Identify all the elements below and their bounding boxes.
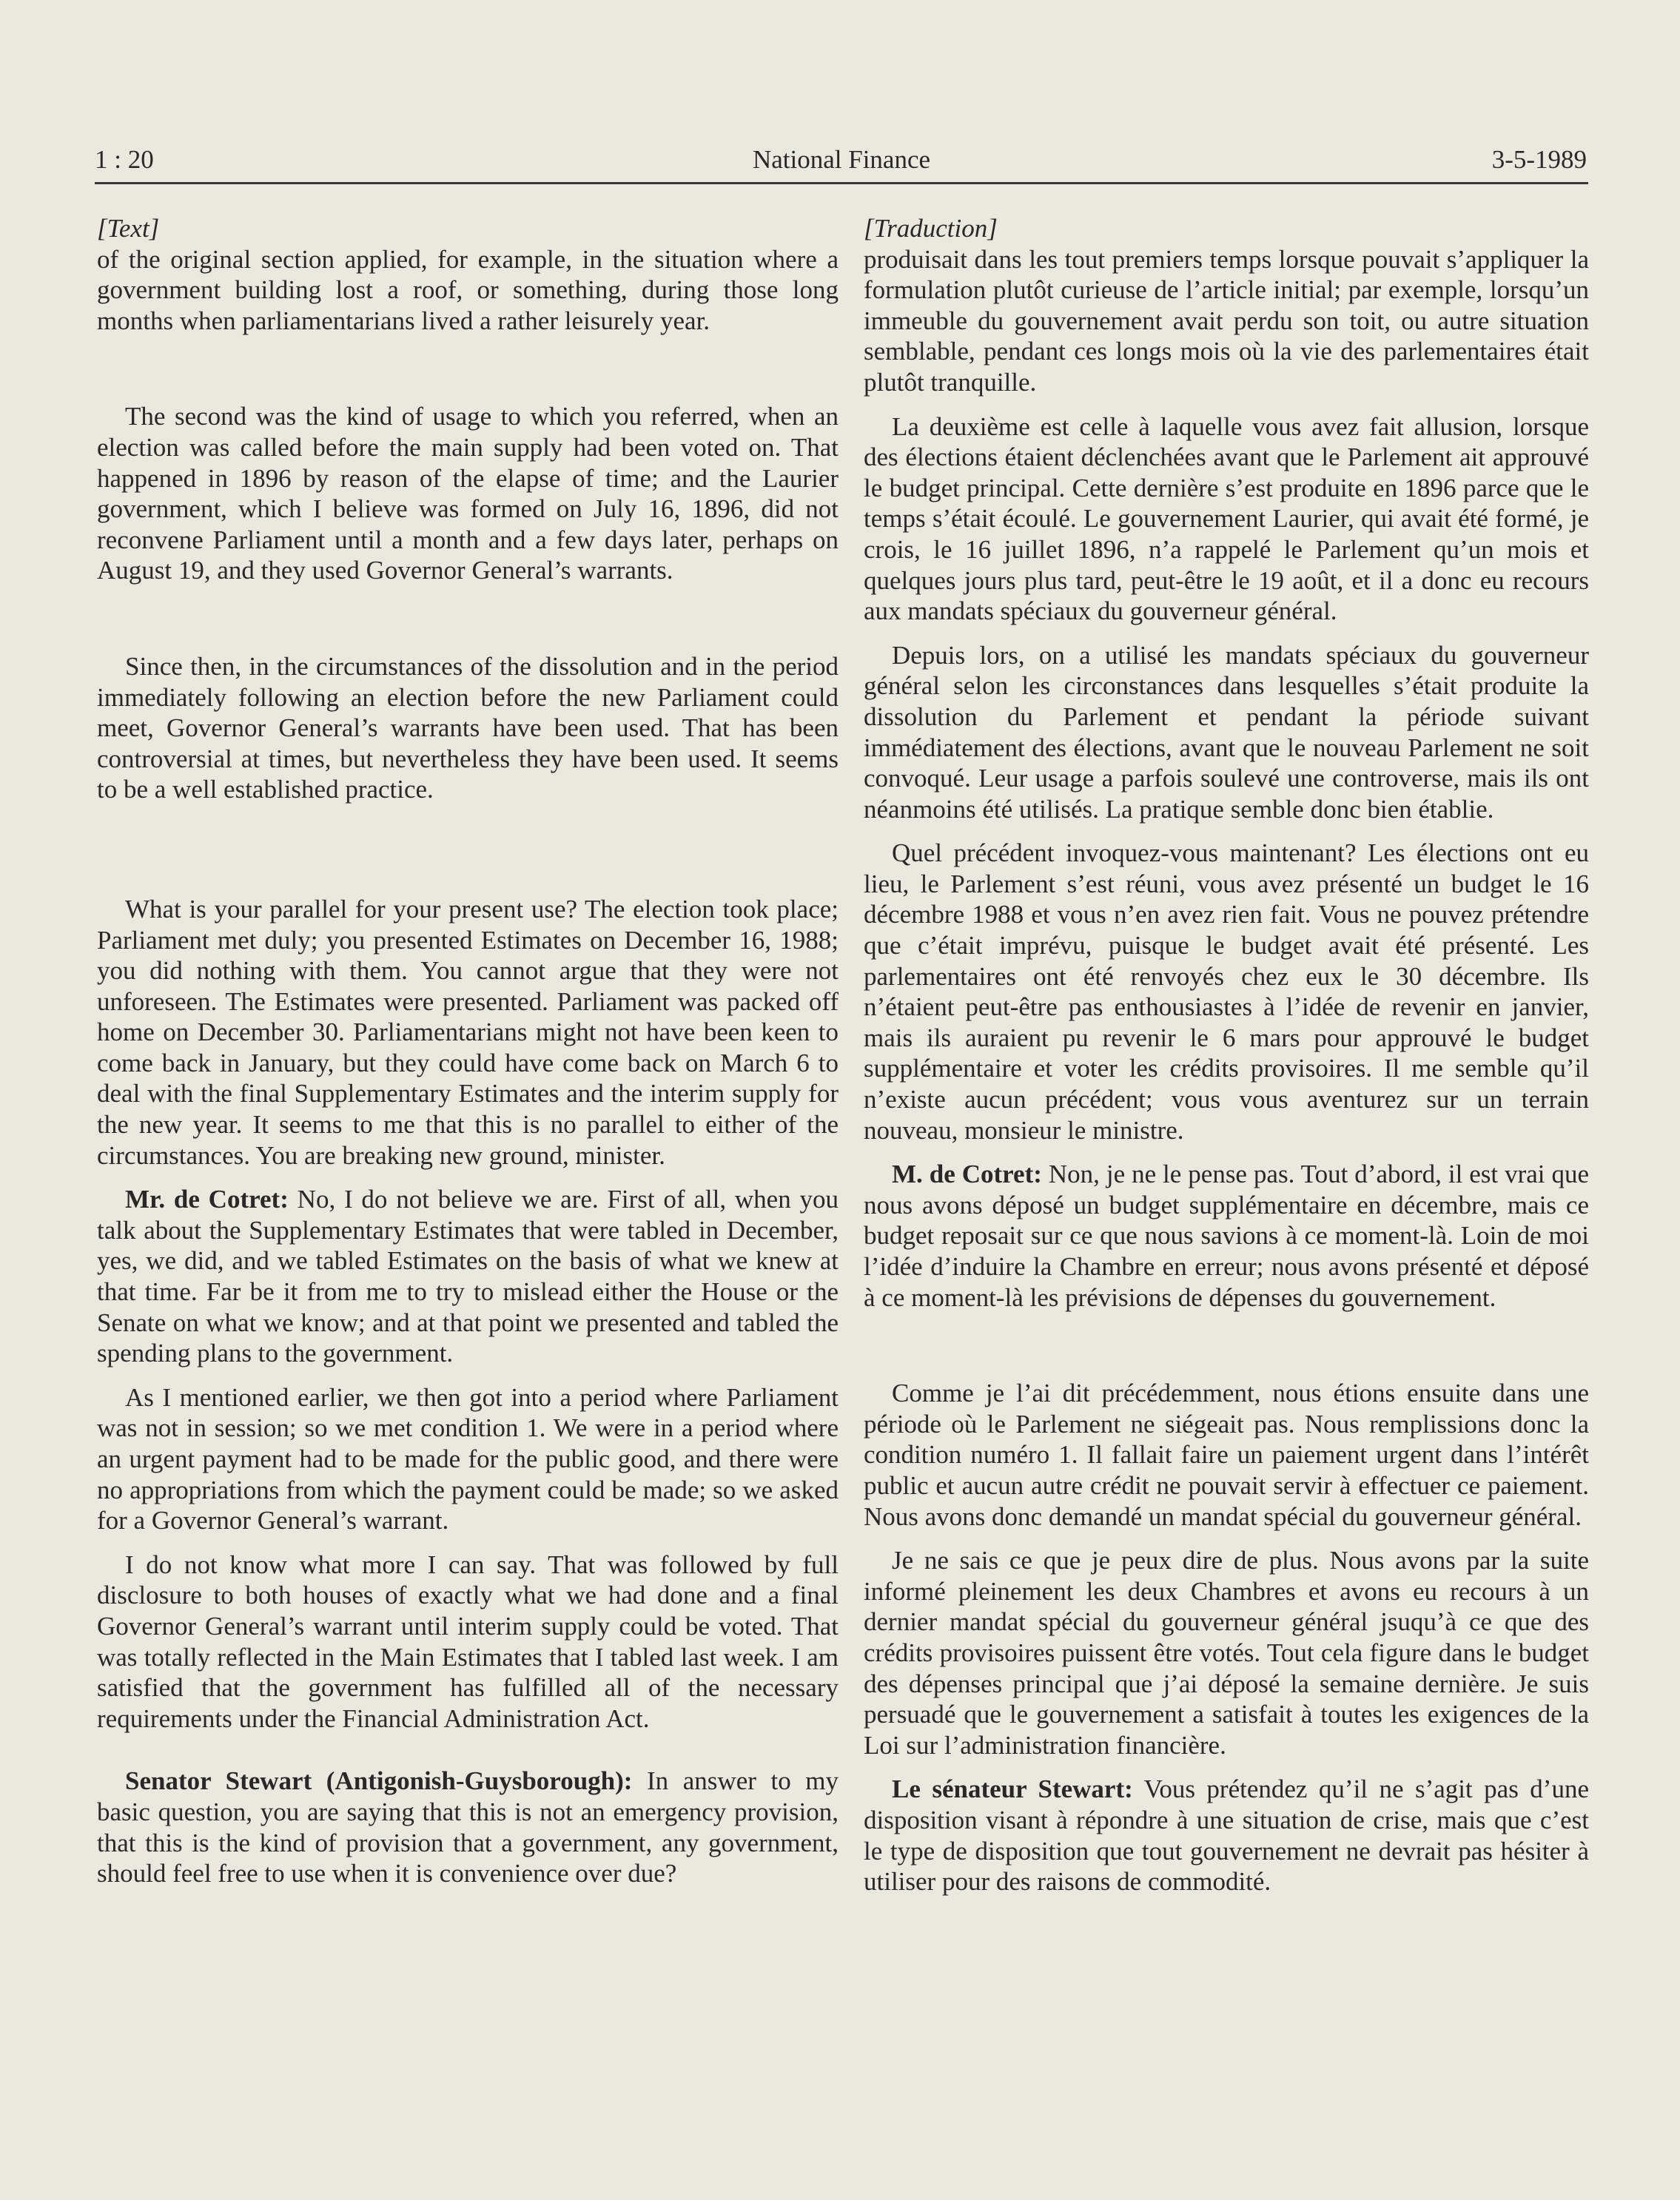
paragraph: What is your parallel for your present use? The election took place; Parliament met duly; you presented Estimates on December 16, 1988; you did nothing with them. You cannot argue that they were not unforeseen. The Estimates were presented. Parliament was packed off home on December 30. Parliamentarians might not have been keen to come back in January, but they could have come back on March 6 to deal with the final Supplementary Estimates and the interim supply for the new year. It seems to me that this is no parallel to either of the circumstances. You are breaking new ground, minister. (97, 894, 839, 1170)
french-column (864, 213, 1589, 1897)
speaker-name: Senator Stewart (Antigonish-Guysborough): (125, 1766, 633, 1796)
paragraph: of the original section applied, for example, in the situation where a government building lost a roof, or something, during those long months when parliamentarians lived a rather leisurely year. (97, 244, 839, 335)
speech-text: Non, je ne le pense pas. Tout d’abord, il est vrai que nous avons déposé un budget supplémentaire en décembre, mais ce budget reposait sur ce que nous savions à ce moment-là. Loin de moi l’idée d’induire la Chambre en erreur; nous avons présenté et déposé à ce moment-là les prévisions de dépenses du gouvernement. (864, 1160, 1590, 1312)
paragraph: Depuis lors, on a utilisé les mandats spéciaux du gouverneur général selon les circonstances dans lesquelles s’était produite la dissolution du Parlement et pendant la période suivant immédiatement des élections, avant que le nouveau Parlement ne soit convoqué. Leur usage a parfois soulevé une controverse, mais ils ont néanmoins été utilisés. La pratique semble donc bien établie. (864, 640, 1589, 824)
paragraph-stewart (864, 1774, 1589, 1897)
speaker-name: Le sénateur Stewart: (892, 1775, 1133, 1804)
speech-text: Vous prétendez qu’il ne s’agit pas d’une disposition visant à répondre à une situation de crise, mais que c’est le type de disposition que tout gouvernement ne devrait pas hésiter à utiliser pour des raisons de commodité. (864, 1775, 1589, 1897)
page-number: 1 : 20 (95, 145, 154, 174)
speaker-name: Mr. de Cotret: (125, 1185, 289, 1214)
meeting-date: 3-5-1989 (1491, 145, 1587, 174)
english-column (97, 213, 839, 1889)
column-label: [Traduction] (864, 214, 998, 243)
paragraph: I do not know what more I can say. That was followed by full disclosure to both houses of exactly what we had done and a final Governor General’s warrant until interim supply could be voted. That was totally reflected in the Main Estimates that I tabled last week. I am satisfied that the government has fulfilled all of the necessary requirements under the Financial Administration Act. (97, 1550, 839, 1733)
paragraph: produisait dans les tout premiers temps lorsque pouvait s’appliquer la formulation plutôt curieuse de l’article initial; par exemple, lorsqu’un immeuble du gouvernement avait perdu son toit, ou autre situation semblable, pendant ces longs mois où la vie des parlementaires était plutôt tranquille. (864, 244, 1589, 397)
paragraph: Since then, in the circumstances of the dissolution and in the period immediately following an election before the new Parliament could meet, Governor General’s warrants have been used. That has been controversial at times, but nevertheless they have been used. It seems to be a well established practice. (97, 651, 839, 804)
committee-title: National Finance (752, 145, 931, 174)
paragraph: Je ne sais ce que je peux dire de plus. Nous avons par la suite informé pleinement les deux Chambres et avons eu recours à un dernier mandat spécial du gouverneur général jsuqu’à ce que des crédits provisoires puissent être votés. Tout cela figure dans le budget des dépenses principal que j’ai déposé la semaine dernière. Je suis persuadé que le gouvernement a satisfait à toutes les exigences de la Loi sur l’administration financière. (864, 1546, 1589, 1760)
paragraph: La deuxième est celle à laquelle vous avez fait allusion, lorsque des élections étaient déclenchées avant que le Parlement ait approuvé le budget principal. Cette dernière s’est produite en 1896 parce que le temps s’était écoulé. Le gouvernement Laurier, qui avait été formé, je crois, le 16 juillet 1896, n’a rappelé le Parlement qu’un mois et quelques jours plus tard, peut-être le 19 août, et il a donc eu recours aux mandats spéciaux du gouverneur général. (864, 411, 1589, 626)
speech-text: In answer to my basic question, you are saying that this is not an emergency provision, that this is the kind of provision that a government, any government, should feel free to use when it is convenience over due? (97, 1766, 839, 1888)
paragraph-cotret (864, 1159, 1589, 1313)
speaker-name: M. de Cotret: (892, 1160, 1042, 1189)
speech-text: No, I do not believe we are. First of all, when you talk about the Supplementary Estimates that were tabled in December, yes, we did, and we tabled Estimates on the basis of what we knew at that time. Far be it from me to try to mislead either the House or the Senate on what we know; and at that point we presented and tabled the spending plans to the government. (97, 1185, 839, 1368)
paragraph: As I mentioned earlier, we then got into a period where Parliament was not in session; so we met condition 1. We were in a period where an urgent payment had to be made for the public good, and there were no appropriations from which the payment could be made; so we asked for a Governor General’s warrant. (97, 1382, 839, 1535)
paragraph-stewart (97, 1766, 839, 1888)
paragraph: Quel précédent invoquez-vous maintenant? Les élections ont eu lieu, le Parlement s’est réuni, vous avez présenté un budget le 16 décembre 1988 et vous n’en avez rien fait. Vous ne pouvez prétendre que c’était imprévu, puisque le budget avait été présenté. Les parlementaires ont été renvoyés chez eux le 30 décembre. Ils n’étaient peut-être pas enthousiastes à l’idée de revenir en janvier, mais ils auraient pu revenir le 6 mars pour approuvé le budget supplémentaire et voter les crédits provisoires. Il me semble qu’il n’existe aucun précédent; vous vous aventurez sur un terrain nouveau, monsieur le ministre. (864, 838, 1589, 1145)
paragraph: The second was the kind of usage to which you referred, when an election was called before the main supply had been voted on. That happened in 1896 by reason of the elapse of time; and the Laurier government, which I believe was formed on July 16, 1896, did not reconvene Parliament until a month and a few days later, perhaps on August 19, and they used Governor General’s warrants. (97, 402, 839, 585)
paragraph: Comme je l’ai dit précédemment, nous étions ensuite dans une période où le Parlement ne siégeait pas. Nous remplissions donc la condition numéro 1. Il fallait faire un paiement urgent dans l’intérêt public et aucun autre crédit ne pouvait servir à effectuer ce paiement. Nous avons donc demandé un mandat spécial du gouverneur général. (864, 1379, 1589, 1531)
column-label: [Text] (97, 214, 160, 243)
running-header (95, 145, 1588, 184)
paragraph-cotret (97, 1184, 839, 1369)
